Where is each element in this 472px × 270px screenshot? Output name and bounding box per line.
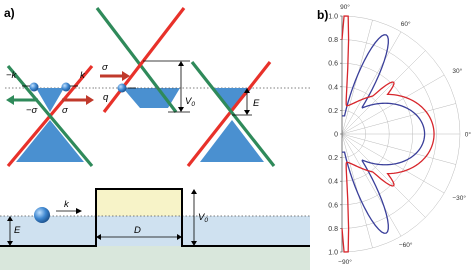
label-v0-bottom: $V_0$ <box>198 212 208 224</box>
v0-arrow-bottom-head-top <box>191 189 197 194</box>
label-k: k <box>80 70 85 81</box>
dirac-cone-right <box>188 62 274 166</box>
label-d: D <box>134 225 141 236</box>
grid-spoke <box>342 103 456 134</box>
label-sigma-middle: σ <box>102 62 108 73</box>
arrow-sigma-head <box>86 95 94 105</box>
angle-label: 60° <box>400 21 411 29</box>
radial-tick-label: 0.2 <box>328 155 338 163</box>
radial-tick-label: 0.6 <box>328 60 338 68</box>
barrier-region <box>96 189 182 216</box>
label-e-right: E <box>253 98 260 109</box>
label-k-bottom: k <box>64 199 69 210</box>
angle-label: 90° <box>340 4 350 12</box>
panel-b-label: b) <box>317 8 329 22</box>
ground-layer <box>0 246 310 270</box>
angle-label: −60° <box>398 241 413 249</box>
radial-tick-label: 0.6 <box>328 202 338 210</box>
angle-label: 0° <box>464 131 471 139</box>
radial-tick-label: 0 <box>334 131 338 139</box>
label-v0-middle: $V_0$ <box>185 96 195 108</box>
radial-tick-label: 1.0 <box>328 13 338 21</box>
radial-tick-label: 0.8 <box>328 37 338 45</box>
label-minus-sigma: −σ <box>26 105 38 116</box>
dirac-cone-barrier <box>95 8 310 112</box>
electron-ball-right <box>62 83 71 92</box>
radial-tick-label: 0.8 <box>328 225 338 233</box>
label-q: q <box>103 92 109 103</box>
angle-label: −30° <box>452 195 467 203</box>
lower-cone-fill <box>16 120 84 162</box>
polar-labels <box>328 3 471 266</box>
electron-ball-bottom <box>34 207 50 223</box>
arrow-k-bottom-head <box>76 208 82 214</box>
dirac-cone-left <box>5 66 95 166</box>
angle-label: 30° <box>452 67 463 75</box>
grid-spoke <box>342 134 456 165</box>
polar-plot <box>312 0 472 270</box>
label-sigma: σ <box>62 105 68 116</box>
angle-label: −90° <box>338 258 352 266</box>
v0-arrow-head-top <box>178 61 184 66</box>
radial-tick-label: 0.2 <box>328 107 338 115</box>
panel-a-label: a) <box>4 6 15 20</box>
fermi-sea-fill <box>36 88 64 112</box>
arrow-minus-sigma-head <box>6 95 14 105</box>
electron-ball-middle <box>118 84 127 93</box>
e-arrow-head-bottom <box>244 110 250 115</box>
radial-tick-label: 0.4 <box>328 84 338 92</box>
electron-ball-left <box>30 83 39 92</box>
barrier-profile <box>0 189 310 270</box>
v0-arrow-head-bottom <box>178 107 184 112</box>
polar-grid <box>340 16 463 252</box>
label-e-bottom: E <box>14 225 21 236</box>
radial-tick-label: 1.0 <box>328 249 338 257</box>
radial-tick-label: 0.4 <box>328 178 338 186</box>
label-minus-k: −k <box>6 70 17 81</box>
